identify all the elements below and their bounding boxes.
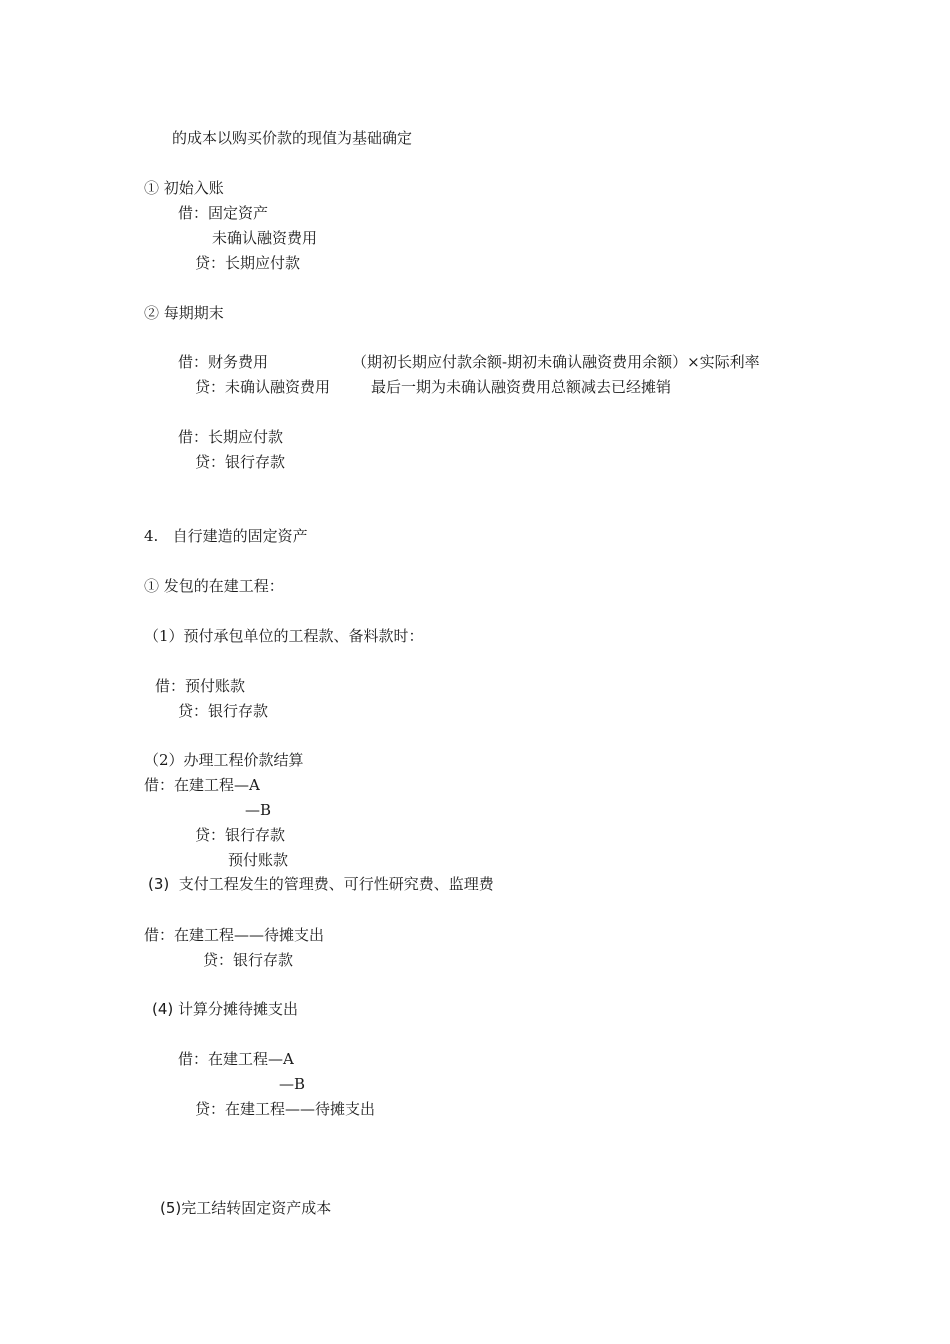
- intro-text: 的成本以购买价款的现值为基础确定: [172, 129, 413, 147]
- step-2-heading: （2）办理工程价款结算: [144, 751, 304, 769]
- journal-credit-unrecognized-financing: 贷：未确认融资费用: [195, 378, 331, 396]
- step-5-heading: (5)完工结转固定资产成本: [160, 1199, 332, 1217]
- section-heading-self-built: 4. 自行建造的固定资产: [144, 527, 308, 545]
- journal-debit-prepayments: 借：预付账款: [155, 677, 246, 695]
- step-1-heading: （1）预付承包单位的工程款、备料款时：: [144, 627, 424, 645]
- journal-credit-bank-deposit-2: 贷：银行存款: [178, 702, 269, 720]
- step-4-heading: (4) 计算分摊待摊支出: [152, 1000, 299, 1018]
- journal-debit-construction-pending: 借：在建工程——待摊支出: [144, 926, 325, 944]
- step-3-heading: (3) 支付工程发生的管理费、可行性研究费、监理费: [148, 875, 494, 893]
- journal-credit-prepayments: 预付账款: [228, 851, 289, 869]
- journal-credit-long-term-payables: 贷：长期应付款: [195, 254, 301, 272]
- journal-debit-construction-a-2: 借：在建工程—A: [178, 1050, 294, 1068]
- journal-credit-bank-deposit-3: 贷：银行存款: [195, 826, 286, 844]
- last-period-note: 最后一期为未确认融资费用总额减去已经摊销: [371, 378, 672, 396]
- subsection-heading-outsourced: ① 发包的在建工程：: [144, 577, 284, 595]
- journal-debit-fixed-assets: 借：固定资产: [178, 204, 269, 222]
- journal-debit-construction-a: 借：在建工程—A: [144, 776, 260, 794]
- journal-credit-construction-pending: 贷：在建工程——待摊支出: [195, 1100, 376, 1118]
- journal-debit-construction-b: —B: [245, 801, 272, 819]
- section-heading-period-end: ② 每期期末: [144, 304, 224, 322]
- journal-debit-construction-b-2: —B: [279, 1075, 306, 1093]
- journal-debit-financial-expense: 借：财务费用: [178, 353, 269, 371]
- formula-note: （期初长期应付款余额-期初未确认融资费用余额）×实际利率: [352, 353, 760, 371]
- journal-credit-bank-deposit: 贷：银行存款: [195, 453, 286, 471]
- section-heading-initial-entry: ① 初始入账: [144, 179, 224, 197]
- journal-debit-long-term-payables: 借：长期应付款: [178, 428, 284, 446]
- journal-credit-bank-deposit-4: 贷：银行存款: [203, 951, 294, 969]
- journal-debit-unrecognized-financing: 未确认融资费用: [212, 229, 318, 247]
